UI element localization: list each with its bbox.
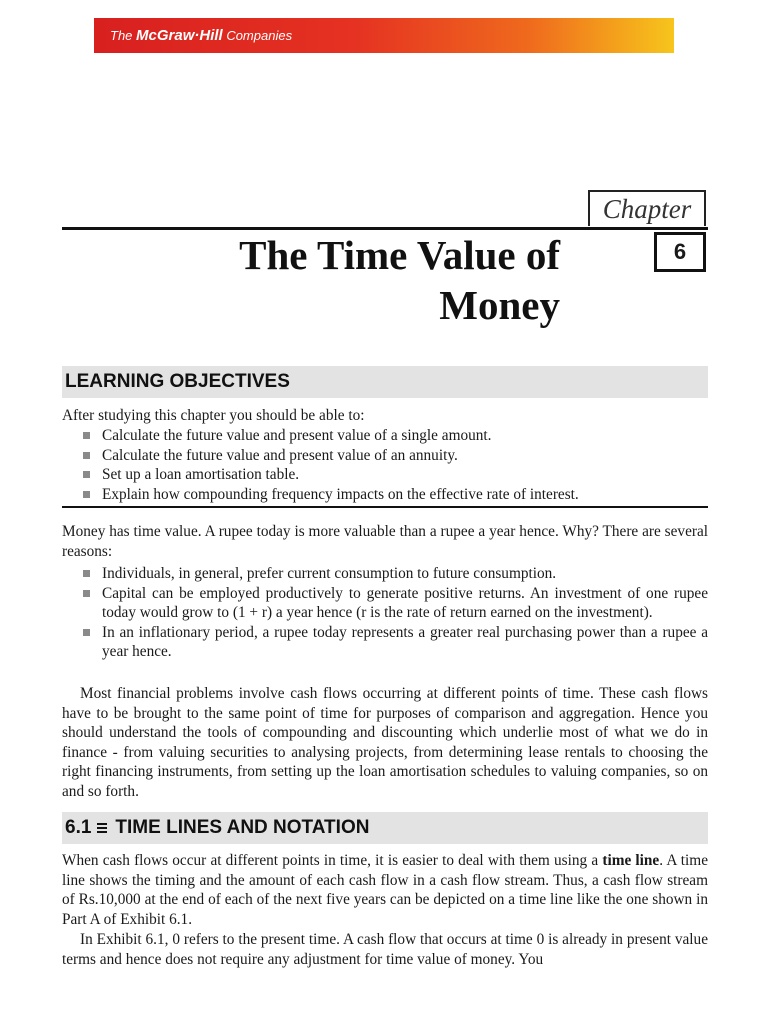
bullet-icon [83,471,90,478]
section-number: 6.1 [65,817,92,838]
learning-objectives-bar [62,366,708,398]
section-6-1-paragraph-1: When cash flows occur at different points in time, it is easier to deal with them using a time line. A time line shows the timing and the amount of each cash flow in a cash flow stream. Thus, a cash flow stream of Rs.10,000 at the end of each of the next five years can be depicted on a time line like the one shown in Part A of Exhibit 6.1. [62,852,708,928]
section-6-1-paragraph-2: In Exhibit 6.1, 0 refers to the present time. A cash flow that occurs at time 0 is already in present value terms and hence does not require any adjustment for time value of money. You [62,931,708,968]
bullet-icon [83,491,90,498]
list-item: Calculate the future value and present value of a single amount. [83,426,703,446]
list-item: Set up a loan amortisation table. [83,465,703,485]
reasons-list [83,564,708,662]
intro-paragraph: Money has time value. A rupee today is more valuable than a rupee a year hence. Why? There are several reasons: [62,523,708,560]
body-paragraph: Most financial problems involve cash flows occurring at different points of time. These cash flows have to be brought to the same point of time for purposes of comparison and aggregation. Hence you should understand the tools of compounding and discounting which underlie most of what we do in finance - from valuing securities to analysing projects, from determining lease rentals to choosing the right financing instruments, from setting up the loan amortisation schedules to valuing companies, so on and so forth. [62,685,708,800]
list-item: Individuals, in general, prefer current consumption to future consumption. [83,564,708,584]
chapter-label: Chapter [588,190,706,226]
chapter-number: 6 [654,232,706,272]
bullet-icon [83,629,90,636]
section-marker-icon [97,821,107,835]
bullet-icon [83,570,90,577]
list-item: Explain how compounding frequency impacts on the effective rate of interest. [83,485,703,505]
section-title: TIME LINES AND NOTATION [115,817,370,838]
list-item: In an inflationary period, a rupee today represents a greater real purchasing power than a rupee a year hence. [83,623,708,662]
list-item: Capital can be employed productively to generate positive returns. An investment of one rupee today would grow to (1 + r) a year hence (r is the rate of return earned on the investment). [83,584,708,623]
section-6-1-bar [62,812,708,844]
list-item: Calculate the future value and present value of an annuity. [83,446,703,466]
learning-objectives-intro: After studying this chapter you should be able to: [62,407,365,424]
chapter-title-line-2: Money [439,282,560,328]
learning-objectives-heading: LEARNING OBJECTIVES [65,371,290,392]
bullet-icon [83,452,90,459]
publisher-banner [94,18,674,53]
publisher-logo: The McGraw·Hill Companies [110,27,293,44]
chapter-title-line-1: The Time Value of [239,232,560,278]
bullet-icon [83,432,90,439]
bullet-icon [83,590,90,597]
chapter-title [239,230,560,330]
learning-objectives-list [83,426,703,504]
section-6-1-heading [65,817,369,839]
objectives-divider [62,506,708,508]
